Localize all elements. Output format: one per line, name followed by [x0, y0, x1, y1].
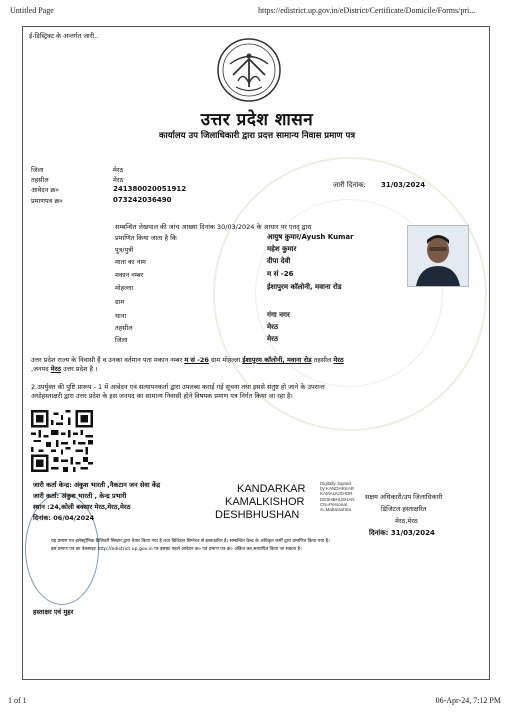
- value-tehsil: मेरठ: [113, 176, 124, 184]
- detail-label-3: मकान नम्बर: [115, 271, 144, 279]
- police-station: गंगा नगर: [267, 311, 290, 319]
- browser-header-title: Untitled Page: [10, 6, 54, 15]
- label-district: जिला: [31, 166, 44, 174]
- authority-place: मेरठ,मेरठ: [395, 517, 418, 525]
- qr-code-icon: [31, 410, 93, 472]
- authority-title: सक्षम अधिकारी/उप जिलाधिकारी: [365, 493, 443, 501]
- detail-label-2: माता का नाम: [115, 258, 146, 266]
- issuer-date: दिनांक: 06/04/2024: [33, 514, 95, 522]
- detail-label-6: थाना: [115, 312, 127, 320]
- state-title: उत्तर प्रदेश शासन: [200, 110, 314, 130]
- center-sign-label: हस्ताक्षर एवं मुहर: [33, 608, 74, 616]
- browser-footer-page: 1 of 1: [8, 696, 27, 705]
- footnote-1: यह प्रमाण पत्र इलेक्ट्रॉनिक डिलिवरी सिस्टम द्वारा तैयार किया गया है तथा डिजिटल सिग्नेचर से हस्ताक्षरित है। सम्बन्धित केन्द्र के अधिकृत कर्मी द्वारा प्रमाणित किया गया है।: [51, 539, 330, 544]
- authority-digital: डिजिटल हस्ताक्षरित: [381, 505, 427, 513]
- tehsil-value: मेरठ: [267, 323, 279, 331]
- issuer-place: स्थान :24,कोली बक्सार मेरठ,मेरठ,मेरठ: [33, 503, 131, 511]
- issuing-center: जारी कर्ता केन्द्र: अंकुश भारती ,नैकटान जन सेवा केंद्र: [33, 481, 161, 489]
- domicile-certificate: [22, 26, 490, 680]
- intro-line: सम्बन्धित लेखपाल की जांच आख्या दिनांक 30/03/2024 के आधार पर एतद् द्वारा: [115, 223, 312, 231]
- authority-date: दिनांक: 31/03/2024: [369, 529, 435, 537]
- issue-date: 31/03/2024: [381, 181, 426, 189]
- browser-footer-datetime: 06-Apr-24, 7:12 PM: [435, 696, 501, 705]
- label-application-no: आवेदन क्र०: [31, 186, 59, 194]
- value-application-no: 241380020051912: [113, 185, 187, 193]
- signer-name-line-1: KANDARKAR: [237, 483, 306, 495]
- issue-date-label: जारी दिनांक:: [333, 181, 366, 189]
- footnote-2: इस प्रमाण पत्र का वेबसाइट http://edistrict.up.gov.in पर इसका पहले आवेदन क्र० एवं प्रमाण पत्र क्र० अंकित कर,सत्यापित किया जा सकता है।: [51, 547, 302, 552]
- detail-label-7: तहसील: [115, 324, 133, 332]
- mohalla: ईशापुरम कॉलोनी, मवाना रोड: [267, 283, 342, 291]
- mother-name: दीपा देवी: [267, 257, 291, 265]
- label-certificate-no: प्रमाणपत्र क्र०: [31, 197, 63, 205]
- label-tehsil: तहसील: [31, 176, 49, 184]
- district-value: मेरठ: [267, 335, 279, 343]
- value-certificate-no: 073242036490: [113, 196, 172, 204]
- office-title: कार्यालय उप जिलाधिकारी द्वारा प्रदत्त सामान्य निवास प्रमाण पत्र: [158, 131, 356, 141]
- paragraph-verification-2: अधोहस्ताक्षरी द्वारा उत्तर प्रदेश के इस जनपद का सामान्य निवासी होने विषयक प्रमाण पत्र निर्गत किया जा रहा है।: [31, 392, 293, 400]
- paragraph-residence: उत्तर प्रदेश राज्य के निवासी हैं व उनका वर्तमान पता मकान नम्बर म सं -26 ग्राम मोहल्ला ईशापुरम कॉलोनी, मवाना रोड तहसील मेरठ: [31, 356, 344, 364]
- detail-label-0: प्रमाणित किया जाता है कि: [115, 234, 177, 242]
- detail-label-5: ग्राम: [115, 298, 125, 306]
- detail-label-4: मोहल्ला: [115, 284, 134, 292]
- paragraph-residence-2: ,जनपद मेरठ उत्तर प्रदेश है ।: [31, 365, 98, 373]
- issuer-name: जारी कर्ता: अंकुश भारती , केन्द्र प्रभारी: [33, 492, 127, 500]
- signer-name-line-2: KAMALKISHOR: [225, 496, 305, 508]
- applicant-photo: [407, 225, 469, 287]
- detail-label-8: जिला: [115, 336, 128, 344]
- edistrict-note: ई-डिस्ट्रिक्ट के अन्तर्गत जारी..: [29, 32, 99, 40]
- paragraph-verification: 2.उपर्युक्त की पुष्टि प्रारूप - 1 में आवेदन एवं सत्यापनकर्ता द्वारा उपलब्ध कराई गई सूचना तथा इससे संतुष्ट हो जाने के उपरान्त: [31, 383, 325, 391]
- value-district: मेरठ: [113, 166, 124, 174]
- up-state-emblem-icon: [216, 37, 282, 103]
- house-number: म सं -26: [267, 270, 294, 278]
- signature-details: Digitally Signed by KANDARKAR KAMALKISHOR DESHBHUSHAN CN=Personal, S=Maharashtra: [320, 481, 355, 513]
- signer-name-line-3: DESHBHUSHAN: [215, 509, 300, 521]
- browser-header-url: https://edistrict.up.gov.in/eDistrict/Certificate/Domicile/Forms/pri...: [258, 6, 476, 15]
- detail-label-1: पुत्र/पुत्री: [115, 246, 134, 254]
- applicant-name: आयुष कुमार/Ayush Kumar: [267, 233, 354, 241]
- father-name: महेश कुमार: [267, 245, 297, 253]
